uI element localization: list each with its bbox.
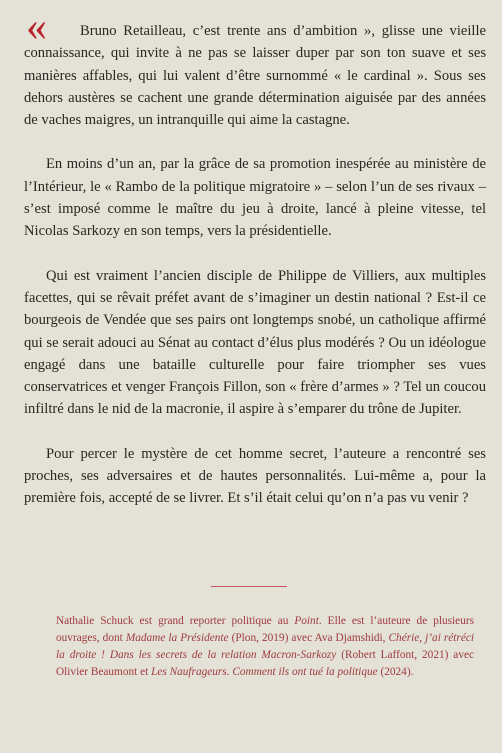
paragraph-2: En moins d’un an, par la grâce de sa promotion inespérée au ministère de l’Intérieur, le « Rambo de la politique migratoire » – selon l’un de ses rivaux – s’est imposé comme le maître du jeu à droite, lancé à pleine vitesse, tel Nicolas Sarkozy en son temps, vers la présidentielle. <box>24 156 486 240</box>
bio-book-title-3: Les Naufrageurs. Comment ils ont tué la politique <box>151 665 378 678</box>
paragraph-3: Qui est vraiment l’ancien disciple de Philippe de Villiers, aux multiples facettes, qui se rêvait préfet avant de s’imaginer un destin national ? Est-il ce bourgeois de Vendée que ses pairs ont longtemps snobé, un catholique affirmé qui se serait adouci au Sénat au contact d’élus plus modérés ? Ou un idéologue engagé dans une bataille culturelle pour faire triompher ses vues conservatrices et venger François Fillon, son « frère d’armes » ? Tel un coucou infiltré dans le nid de la macronie, il aspire à s’emparer du trône de Jupiter. <box>24 267 486 418</box>
divider-line <box>211 586 287 587</box>
paragraph-1: Bruno Retailleau, c’est trente ans d’ambition », glisse une vieille connaissance, qui invite à ne pas se laisser duper par son ton suave et ses manières affables, qui lui valent d’être surnommé « le cardinal ». Sous ses dehors austères se cachent une grande détermination aiguisée par des années de vaches maigres, un intranquille qui aime la castagne. <box>24 23 486 129</box>
bio-text-4: (Robert Laffont, 2021) avec Olivier Beaumont et <box>56 648 474 678</box>
bio-text-2: . Elle est l’auteure de plusieurs ouvrages, dont <box>56 615 474 644</box>
paragraph-4: Pour percer le mystère de cet homme secret, l’auteure a rencontré ses proches, ses adversaires et de hautes personnalités. Lui-même a, pour la première fois, accepté de se livrer. Et s’il était celui qu’on n’a pas vu venir ? <box>24 445 486 507</box>
author-bio <box>56 613 474 681</box>
bio-text-1: Nathalie Schuck est grand reporter politique au <box>56 615 295 627</box>
bio-text-5: (2024). <box>377 665 414 678</box>
bio-book-title-2: Chérie, j’ai rétréci la droite ! Dans les secrets de la relation Macron-Sarkozy <box>56 631 474 661</box>
bio-book-title-1: Madame la Présidente <box>125 631 229 644</box>
bio-text-3: (Plon, 2019) avec Ava Djamshidi, <box>228 631 389 644</box>
opening-quote-mark: « <box>26 4 43 50</box>
bio-magazine-title: Point <box>294 615 319 627</box>
